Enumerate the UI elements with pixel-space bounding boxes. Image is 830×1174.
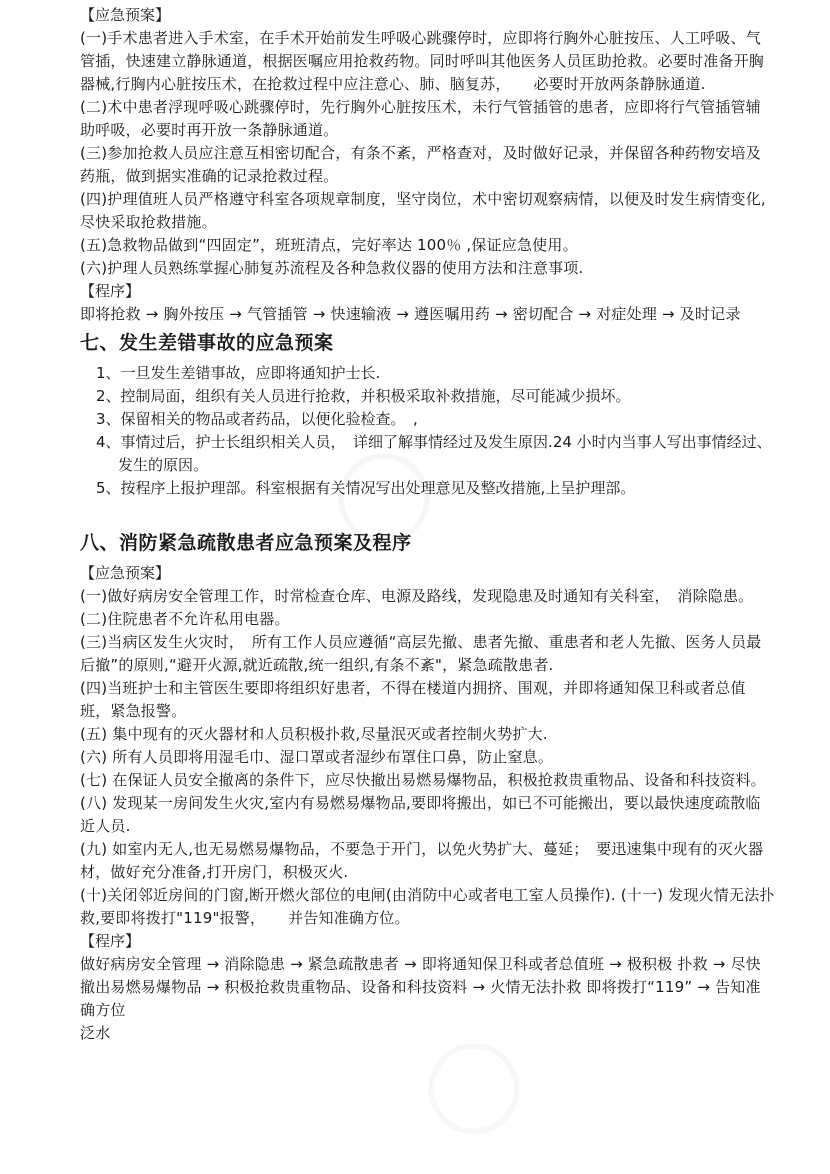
section6-item-4: (四)护理值班人员严格遵守科室各项规章制度，坚守岗位，术中密切观察病情，以便及时发生病情变化,尽快采取抢救措施。 [80,190,766,231]
section8-item-5: (五) 集中现有的灭火器材和人员积极扑救,尽量泯灭或者控制火势扩大. [80,725,548,743]
section6-item-3: (三)参加抢救人员应注意互相密切配合，有条不紊，严格查对，及时做好记录，并保留各种药物安培及药瓶，做到据实准确的记录抢救过程。 [80,144,761,185]
section6-item-6: (六)护理人员熟练掌握心肺复苏流程及各种急救仪器的使用方法和注意事项. [80,259,584,277]
section8-item-4: (四)当班护士和主管医生要即将组织好患者，不得在楼道内拥挤、围观，并即将通知保卫科或者总值班，紧急报警。 [80,679,746,720]
section6-procedure: 即将抢救 → 胸外按压 → 气管插管 → 快速输液 → 遵医嘱用药 → 密切配合 → 对症处理 → 及时记录 [80,305,741,323]
section7-item-2: 2、控制局面，组织有关人员进行抢救，并积极采取补救措施，尽可能减少损坏。 [96,387,631,405]
trailing-text: 泛水 [80,1024,111,1042]
section6-plan-label: 【应急预案】 [80,6,171,24]
section8-procedure: 做好病房安全管理 → 消除隐患 → 紧急疏散患者 → 即将通知保卫科或者总值班 → 极积极 扑救 → 尽快撤出易燃易爆物品 → 积极抢救贵重物品、设备和科技资料 → 火情无法扑救 即将拨打“119” → 告知准确方位 [80,955,761,1019]
section8-title: 八、消防紧急疏散患者应急预案及程序 [80,532,412,554]
section6-item-5: (五)急救物品做到“四固定”，班班清点，完好率达 100％ ,保证应急使用。 [80,236,578,254]
section7-item-1: 1、一旦发生差错事故，应即将通知护士长. [96,364,381,382]
section6-item-2: (二)术中患者浮现呼吸心跳骤停时，先行胸外心脏按压术，未行气管插管的患者，应即将行气管插管辅助呼吸，必要时再开放一条静脉通道。 [80,98,761,139]
section7-item-3: 3、保留相关的物品或者药品，以便化验检查。 , [96,410,418,428]
section6-procedure-label: 【程序】 [80,282,141,300]
section8-item-10: (十)关闭邻近房间的门窗,断开燃火部位的电闸(由消防中心或者电工室人员操作). (十一) 发现火情无法扑救,要即将拨打"119"报警， 并告知准确方位。 [80,886,775,927]
section6-item-1: (一)手术患者进入手术室，在手术开始前发生呼吸心跳骤停时，应即将行胸外心脏按压、人工呼吸、气管插，快速建立静脉通道，根据医嘱应用抢救药物。同时呼叫其他医务人员匡助抢救。必要时准备开胸器械,行胸内心脏按压术，在抢救过程中应注意心、肺、脑复苏， 必要时开放两条静脉通道. [80,29,765,93]
section8-plan-label: 【应急预案】 [80,564,171,582]
section8-item-7: (七) 在保证人员安全撤离的条件下，应尽快撤出易燃易爆物品，积极抢救贵重物品、设备和科技资料。 [80,771,766,789]
section7-title: 七、发生差错事故的应急预案 [80,332,334,354]
section8-item-6: (六) 所有人员即将用湿毛巾、湿口罩或者湿纱布罩住口鼻，防止窒息。 [80,748,554,766]
section7-item-4: 4、事情过后，护士长组织相关人员， 详细了解事情经过及发生原因.24 小时内当事人写出事情经过、发生的原因。 [96,433,772,474]
section8-item-9: (九) 如室内无人,也无易燃易爆物品，不要急于开门，以免火势扩大、蔓延； 要迅速集中现有的灭火器材，做好充分准备,打开房门，积极灭火. [80,840,764,881]
section8-procedure-label: 【程序】 [80,932,141,950]
section8-item-2: (二)住院患者不允许私用电器。 [80,610,290,628]
section8-item-1: (一)做好病房安全管理工作，时常检查仓库、电源及路线，发现隐患及时通知有关科室， 消除隐患。 [80,587,754,605]
section8-item-8: (八) 发现某一房间发生火灾,室内有易燃易爆物品,要即将搬出，如已不可能搬出，要以最快速度疏散临近人员. [80,794,761,835]
section8-item-3: (三)当病区发生火灾时， 所有工作人员应遵循“高层先撤、患者先撤、重患者和老人先撤、医务人员最后撤”的原则,“避开火源,就近疏散,统一组织,有条不紊"，紧急疏散患者. [80,633,762,674]
section7-item-5: 5、按程序上报护理部。科室根据有关情况写出处理意见及整改措施,上呈护理部。 [96,479,636,497]
